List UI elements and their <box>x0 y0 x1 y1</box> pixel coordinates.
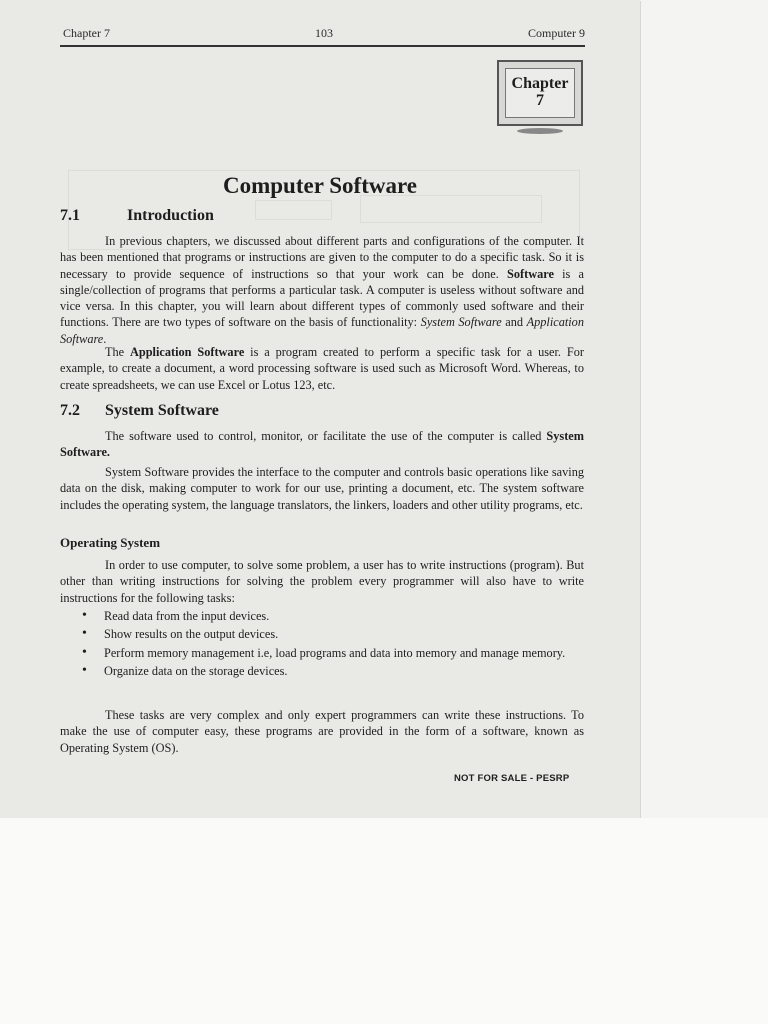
page-number: 103 <box>315 26 333 40</box>
section-number: 7.2 <box>60 402 80 419</box>
system-software-paragraph-1: The software used to control, monitor, or facilitate the use of the computer is called System Software. <box>60 429 584 460</box>
list-item: • Organize data on the storage devices. <box>82 663 584 679</box>
intro-paragraph-2: The Application Software is a program created to perform a specific task for a user. For example, to create a document, a word processing software is used such as Microsoft Word. Whereas, to create spreadsheets, we can use Excel or Lotus 123, etc. <box>60 345 584 392</box>
header-book: Computer 9 <box>528 26 585 40</box>
header-rule <box>60 45 585 47</box>
footer-note: NOT FOR SALE - PESRP <box>454 773 570 784</box>
intro-paragraph-1: In previous chapters, we discussed about different parts and configurations of the computer. It has been mentioned that programs or instructions are given to the computer to do a specific task. So it is necessary to provide sequence of instructions so that your work can be done. Software is a single/collection of programs that performs a particular task. A computer is useless without software and vice versa. In this chapter, you will learn about different types of commonly used software and their functions. There are two types of software on the basis of functionality: System Software and Application Software. <box>60 234 584 346</box>
operating-system-paragraph-2: These tasks are very complex and only expert programmers can write these instructions. To make the use of computer easy, these programs are provided in the form of a software, known as Operating System (OS). <box>60 708 584 755</box>
list-item: • Perform memory management i.e, load programs and data into memory and manage memory. <box>82 645 584 661</box>
badge-number: 7 <box>536 92 544 109</box>
monitor-stand <box>517 128 563 134</box>
operating-system-heading: Operating System <box>60 535 161 550</box>
section-number: 7.1 <box>60 207 80 224</box>
blank-area <box>0 818 768 1024</box>
operating-system-paragraph-1: In order to use computer, to solve some problem, a user has to write instructions (program). But other than writing instructions for solving the problem every programmer will also have to write instructions for the following tasks: <box>60 558 584 605</box>
chapter-badge <box>497 60 587 140</box>
section-title: System Software <box>105 402 219 419</box>
section-title: Introduction <box>127 207 214 224</box>
header-chapter: Chapter 7 <box>63 26 110 40</box>
badge-label: Chapter <box>511 75 569 92</box>
task-list <box>82 608 584 681</box>
system-software-paragraph-2: System Software provides the interface to the computer and controls basic operations like saving data on the disk, making computer to work for our use, printing a document, etc. The system software includes the operating system, the language translators, the linkers, loaders and other utility programs, etc. <box>60 465 584 512</box>
monitor-icon <box>497 60 583 126</box>
page-title: Computer Software <box>223 173 417 198</box>
list-item: • Show results on the output devices. <box>82 626 584 642</box>
list-item: • Read data from the input devices. <box>82 608 584 624</box>
